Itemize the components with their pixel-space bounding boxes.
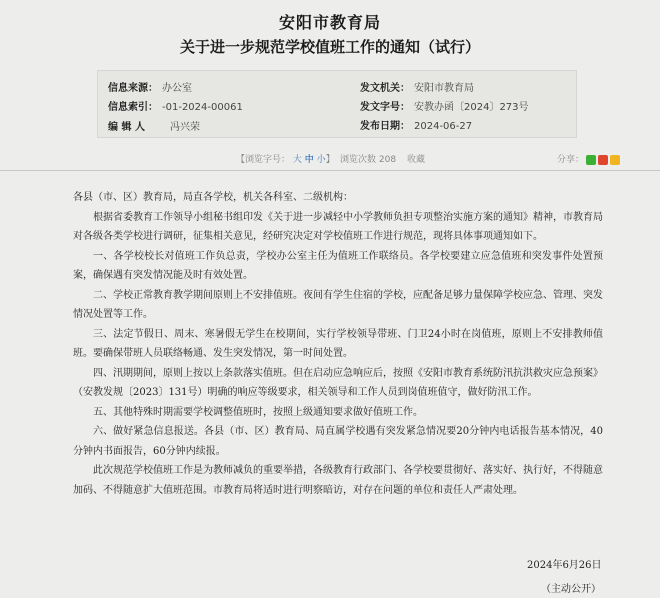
meta-editor [108,118,200,133]
meta-issuer-value: 安阳市教育局 [414,83,474,94]
font-size-label: 【浏览字号： [236,155,291,165]
font-size-switcher [236,152,335,165]
item-6-paragraph: 六、做好紧急信息报送。各县（市、区）教育局、局直属学校遇有突发紧急情况要20分钟内电话报告基本情况，40分钟内书面报告，60分钟内续报。 [73,426,603,457]
salutation: 各县（市、区）教育局，局直各学校，机关各科室、二级机构： [73,192,353,203]
meta-issuer [360,79,474,94]
meta-docno-label: 发文字号： [360,102,410,113]
closing-paragraph: 此次规范学校值班工作是为教师减负的重要举措，各级教育行政部门、各学校要贯彻好、落实好、执行好，不得随意加码、不得随意扩大值班范围。市教育局将适时进行明察暗访，对存在问题的单位和责任人严肃处理。 [73,465,603,496]
meta-index-label: 信息索引： [108,102,158,113]
view-count [340,152,396,165]
view-count-value: 208 [378,155,397,165]
font-size-bracket: 】 [325,155,335,165]
page-org-title: 安阳市教育局 [278,13,381,32]
meta-source [108,79,192,94]
meta-issuer-label: 发文机关： [360,83,410,94]
font-size-large-link[interactable]: 大 [292,155,302,165]
meta-date-value: 2024-06-27 [414,121,473,132]
intro-paragraph: 根据省委教育工作领导小组秘书组印发《关于进一步减轻中小学教师负担专项整治实施方案的通知》精神，市教育局对各级各类学校进行调研，征集相关意见，经研究决定对学校值班工作进行规范，现将具体事项通知如下。 [73,211,603,242]
toolbar-divider [0,170,660,171]
article-body [73,188,603,500]
item-1-paragraph: 一、各学校校长对值班工作负总责，学校办公室主任为值班工作联络员。各学校要建立应急值班和突发事件处置预案，确保遇有突发情况能及时有效处置。 [73,250,603,281]
item-3-paragraph: 三、法定节假日、周末、寒暑假无学生在校期间，实行学校领导带班、门卫24小时在岗值班，原则上不安排教师值班。要确保带班人员联络畅通、发生突发情况，第一时间处置。 [73,328,603,359]
weibo-share-icon[interactable] [598,155,608,165]
item-2-paragraph: 二、学校正常教育教学期间原则上不安排值班。夜间有学生住宿的学校，应配备足够力量保障学校应急、管理、突发情况处置等工作。 [73,289,603,320]
font-size-small-link[interactable]: 小 [316,155,326,165]
meta-editor-label: 编 辑 人 [108,122,145,133]
signature-date: 2024年6月26日 [527,560,602,571]
wechat-share-icon[interactable] [586,155,596,165]
meta-source-label: 信息来源： [108,83,158,94]
meta-docno [360,98,529,113]
meta-source-value: 办公室 [162,83,192,94]
meta-date [360,117,472,132]
meta-editor-value: 冯兴荣 [170,122,200,133]
meta-date-label: 发布日期： [360,121,410,132]
share-label: 分享： [557,155,585,165]
page-title: 关于进一步规范学校值班工作的通知（试行） [179,38,480,56]
view-count-label: 浏览次数 [340,155,377,165]
meta-index [108,98,243,113]
meta-index-value: -01-2024-00061 [162,102,243,113]
meta-docno-value: 安教办函〔2024〕273号 [414,102,529,113]
item-4-paragraph: 四、汛期期间，原则上按以上条款落实值班。但在启动应急响应后，按照《安阳市教育系统防汛抗洪救灾应急预案》（安教发规〔2023〕131号）明确的响应等级要求，相关领导和工作人员到岗值班值守，做好防汛工作。 [73,367,603,398]
disclosure-note: （主动公开） [541,584,601,595]
favorite-link[interactable]: 收藏 [407,155,426,165]
qzone-share-icon[interactable] [610,155,620,165]
article-toolbar [0,152,660,166]
item-5-paragraph: 五、其他特殊时期需要学校调整值班时，按照上级通知要求做好值班工作。 [93,406,423,418]
font-size-medium-link[interactable]: 中 [304,155,314,165]
document-meta-box [97,70,577,138]
share-bar [557,152,620,165]
